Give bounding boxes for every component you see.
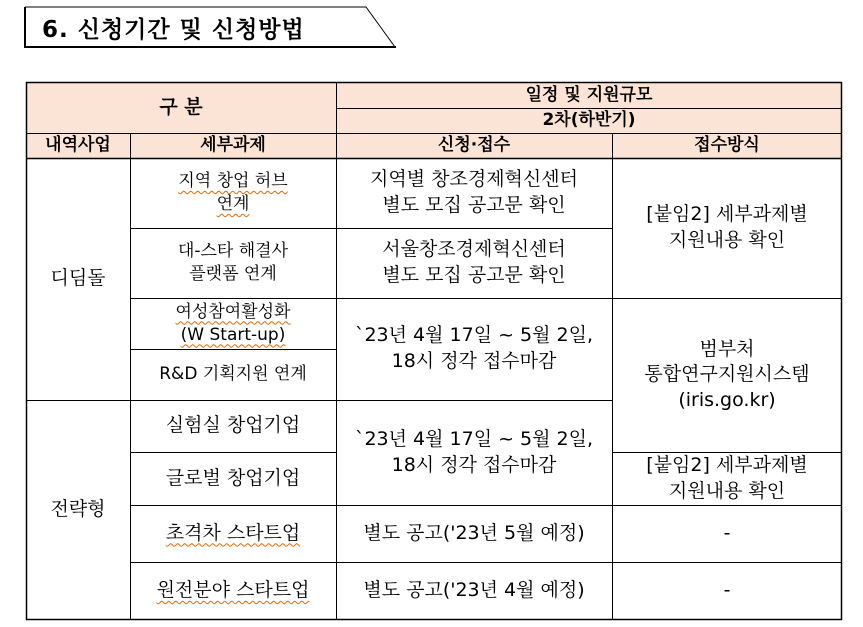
header-subtask: 세부과제 bbox=[130, 133, 336, 158]
subtask-regional-hub: 지역 창업 허브 연계 bbox=[178, 171, 288, 214]
subtask-deep-tech: 초격차 스타트업 bbox=[165, 521, 301, 544]
header-application: 신청·접수 bbox=[336, 133, 612, 158]
application-period-2: `23년 4월 17일 ~ 5월 2일, 18시 정각 접수마감 bbox=[354, 427, 594, 476]
application-period-1: `23년 4월 17일 ~ 5월 2일, 18시 정각 접수마감 bbox=[354, 324, 594, 372]
header-category: 구 분 bbox=[26, 82, 336, 133]
subtask-global-startup: 글로벌 창업기업 bbox=[165, 466, 301, 489]
subtask-lab-startup: 실험실 창업기업 bbox=[165, 414, 301, 437]
header-schedule-scale: 일정 및 지원규모 bbox=[336, 82, 842, 108]
subtask-platform: 대-스타 해결사 플랫폼 연계 bbox=[177, 241, 289, 284]
method-nuclear: - bbox=[723, 579, 731, 602]
group-strategic: 전략형 bbox=[50, 498, 106, 521]
method-deep-tech: - bbox=[723, 521, 731, 544]
subtask-rnd-planning: R&D 기획지원 연계 bbox=[159, 364, 307, 385]
method-attachment-1: [붙임2] 세부과제별 지원내용 확인 bbox=[646, 203, 808, 251]
application-seoul: 서울창조경제혁신센터 별도 모집 공고문 확인 bbox=[382, 238, 566, 286]
subtask-nuclear: 원전분야 스타트업 bbox=[156, 579, 310, 602]
method-attachment-2: [붙임2] 세부과제별 지원내용 확인 bbox=[646, 453, 808, 502]
header-second-half: 2차(하반기) bbox=[336, 108, 842, 133]
header-method: 접수방식 bbox=[612, 133, 842, 158]
group-didimdol: 디딤돌 bbox=[50, 267, 106, 290]
application-nuclear: 별도 공고('23년 4월 예정) bbox=[363, 579, 585, 602]
method-iris: 범부처 통합연구지원시스템 (iris.go.kr) bbox=[644, 337, 810, 411]
application-regional: 지역별 창조경제혁신센터 별도 모집 공고문 확인 bbox=[370, 168, 578, 216]
section-title: 6. 신청기간 및 신청방법 bbox=[42, 17, 305, 43]
subtask-women: 여성참여활성화 (W Start-up) bbox=[175, 301, 291, 345]
application-deep-tech: 별도 공고('23년 5월 예정) bbox=[363, 521, 585, 544]
header-program: 내역사업 bbox=[26, 133, 130, 158]
